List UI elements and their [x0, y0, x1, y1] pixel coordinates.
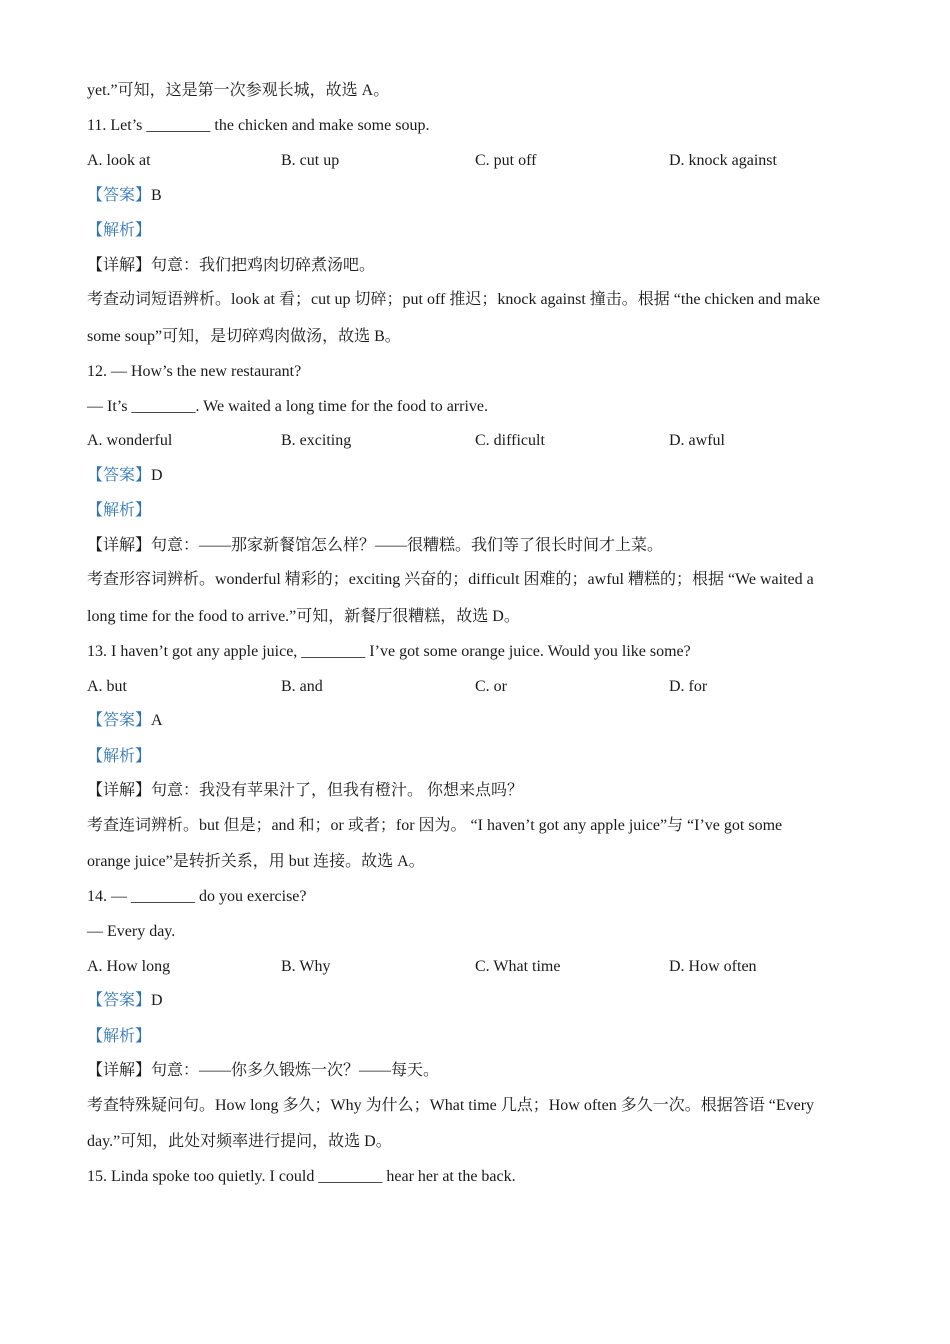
question-11-stem: 11. Let’s ________ the chicken and make some soup.	[87, 117, 430, 134]
detail-line	[87, 781, 523, 801]
detail-text: 句意：我没有苹果汁了，但我有橙汁。 你想来点吗？	[151, 782, 524, 799]
question-15-stem: 15. Linda spoke too quietly. I could ________ hear her at the back.	[87, 1168, 516, 1185]
question-12-stem: 12. — How’s the new restaurant?	[87, 363, 302, 380]
question-13-options	[87, 677, 867, 697]
detail-line	[87, 1061, 439, 1081]
detail-tag: 【详解】	[87, 1062, 152, 1079]
detail-text: 句意：——那家新餐馆怎么样？——很糟糕。我们等了很长时间才上菜。	[151, 537, 664, 554]
option-a: A. but	[87, 678, 127, 695]
detail-text: 句意：——你多久锻炼一次？——每天。	[151, 1062, 440, 1079]
answer-line	[87, 991, 163, 1011]
analysis-tag: 【解析】	[87, 1028, 152, 1045]
question-11-options	[87, 151, 867, 171]
answer-value: D	[151, 992, 163, 1009]
answer-value: D	[151, 467, 163, 484]
option-c: C. put off	[475, 152, 537, 169]
answer-tag: 【答案】	[87, 467, 152, 484]
analysis-tag: 【解析】	[87, 748, 152, 765]
detail-line	[87, 256, 375, 276]
option-c: C. What time	[475, 958, 561, 975]
detail-tag: 【详解】	[87, 537, 152, 554]
detail-line	[87, 536, 663, 556]
answer-line	[87, 186, 162, 206]
question-12-stem: — It’s ________. We waited a long time for the food to arrive.	[87, 398, 488, 415]
detail-text: 句意：我们把鸡肉切碎煮汤吧。	[151, 257, 376, 274]
analysis-text: 考查形容词辨析。wonderful 精彩的；exciting 兴奋的；difficult 困难的；awful 糟糕的；根据 “We waited a	[87, 571, 814, 588]
option-b: B. Why	[281, 958, 331, 975]
analysis-text: long time for the food to arrive.”可知，新餐厅很糟糕，故选 D。	[87, 608, 520, 625]
answer-line	[87, 466, 163, 486]
option-d: D. awful	[669, 432, 725, 449]
analysis-text: some soup”可知，是切碎鸡肉做汤，故选 B。	[87, 328, 401, 345]
question-12-options	[87, 431, 867, 451]
analysis-text: 考查连词辨析。but 但是；and 和；or 或者；for 因为。 “I haven’t got any apple juice”与 “I’ve got some	[87, 817, 783, 834]
answer-tag: 【答案】	[87, 712, 152, 729]
analysis-text: day.”可知，此处对频率进行提问，故选 D。	[87, 1133, 392, 1150]
intro-line: yet.”可知，这是第一次参观长城，故选 A。	[87, 82, 390, 99]
question-14-stem: 14. — ________ do you exercise?	[87, 888, 307, 905]
answer-tag: 【答案】	[87, 187, 152, 204]
option-b: B. exciting	[281, 432, 352, 449]
analysis-text: orange juice”是转折关系，用 but 连接。故选 A。	[87, 853, 425, 870]
answer-value: B	[151, 187, 162, 204]
option-c: C. or	[475, 678, 507, 695]
option-a: A. wonderful	[87, 432, 173, 449]
detail-tag: 【详解】	[87, 257, 152, 274]
option-d: D. How often	[669, 958, 757, 975]
question-13-stem: 13. I haven’t got any apple juice, ________ I’ve got some orange juice. Would you like some?	[87, 643, 691, 660]
detail-tag: 【详解】	[87, 782, 152, 799]
answer-line	[87, 711, 163, 731]
option-a: A. How long	[87, 958, 171, 975]
analysis-text: 考查特殊疑问句。How long 多久；Why 为什么；What time 几点；How often 多久一次。根据答语 “Every	[87, 1097, 815, 1114]
option-c: C. difficult	[475, 432, 545, 449]
analysis-text: 考查动词短语辨析。look at 看；cut up 切碎；put off 推迟；knock against 撞击。根据 “the chicken and make	[87, 291, 820, 308]
question-14-options	[87, 957, 867, 977]
option-b: B. and	[281, 678, 323, 695]
analysis-tag: 【解析】	[87, 502, 152, 519]
option-a: A. look at	[87, 152, 151, 169]
option-d: D. knock against	[669, 152, 777, 169]
answer-tag: 【答案】	[87, 992, 152, 1009]
option-b: B. cut up	[281, 152, 340, 169]
analysis-tag: 【解析】	[87, 222, 152, 239]
question-14-stem: — Every day.	[87, 923, 176, 940]
answer-value: A	[151, 712, 163, 729]
option-d: D. for	[669, 678, 708, 695]
